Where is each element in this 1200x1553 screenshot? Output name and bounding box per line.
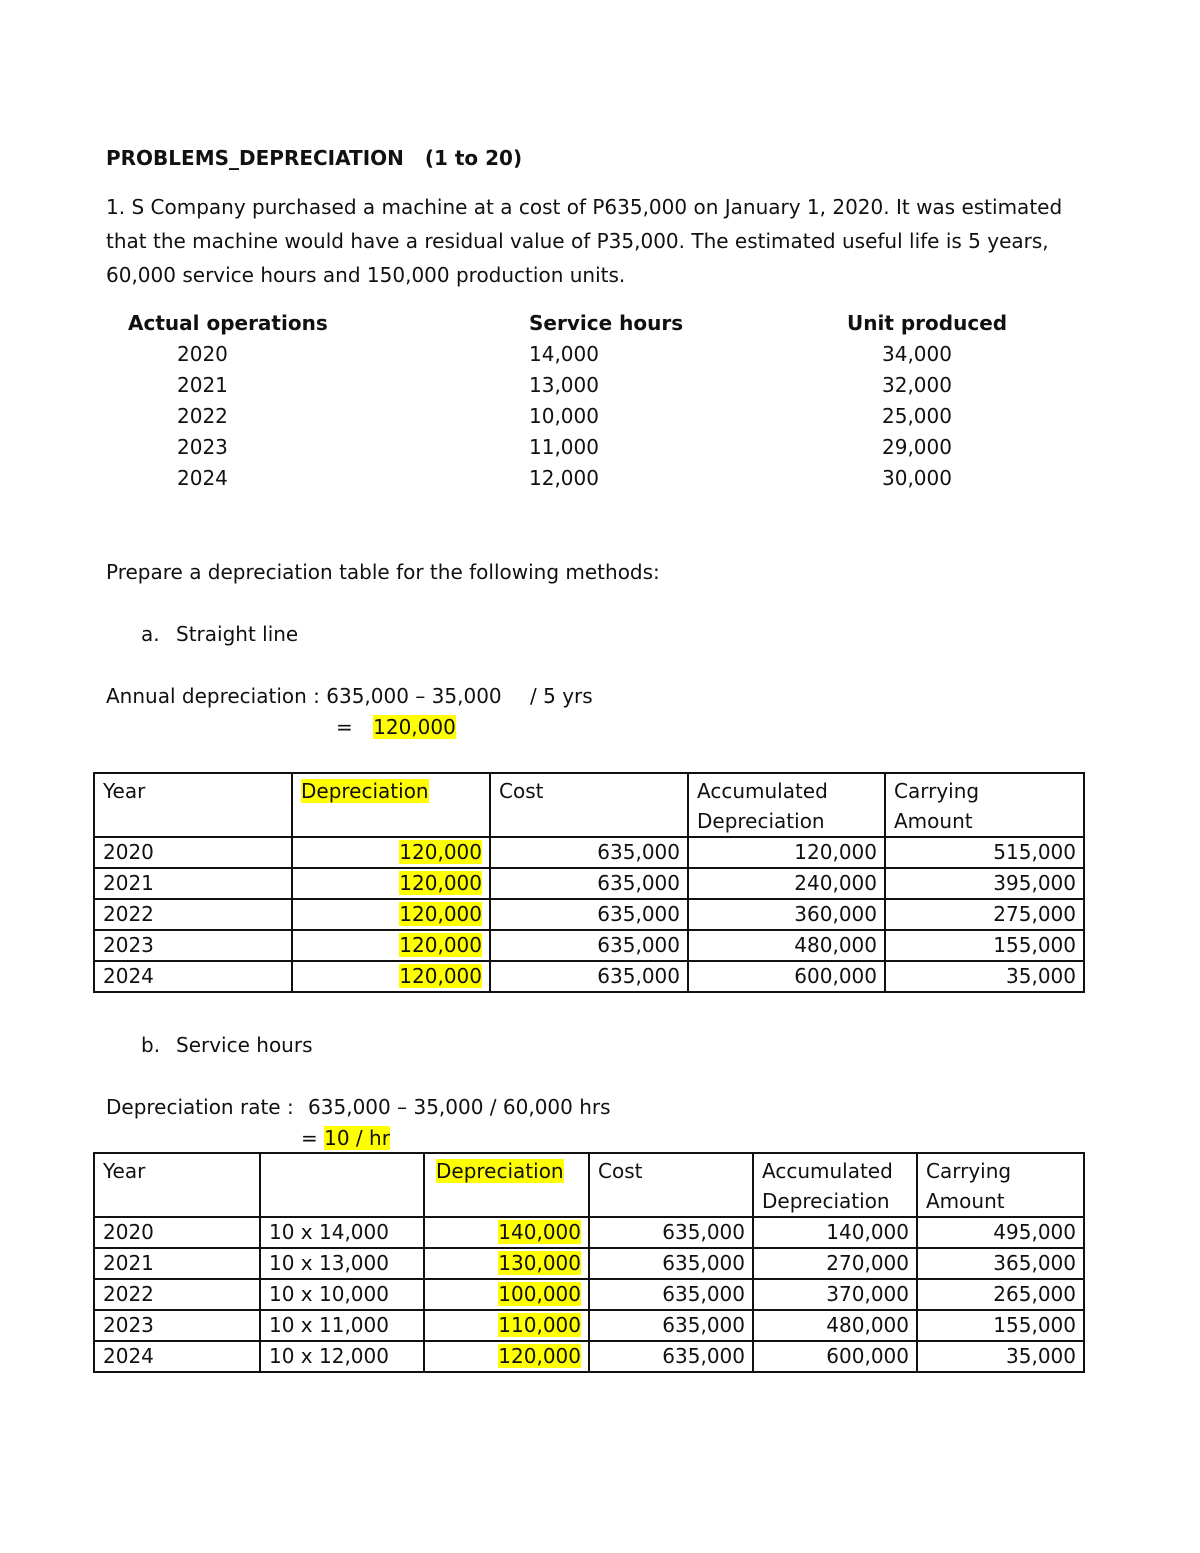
formula-expression: 635,000 – 35,000 bbox=[326, 684, 502, 708]
rate-label: Depreciation rate : bbox=[106, 1095, 294, 1119]
header-cost: Cost bbox=[490, 773, 688, 837]
cell-cost: 635,000 bbox=[589, 1279, 753, 1310]
header-computation bbox=[260, 1153, 424, 1217]
cell-accumulated: 140,000 bbox=[753, 1217, 917, 1248]
cell-computation: 10 x 13,000 bbox=[260, 1248, 424, 1279]
ops-units: 32,000 bbox=[882, 373, 952, 397]
cell-cost: 635,000 bbox=[589, 1341, 753, 1372]
cell-year: 2023 bbox=[94, 1310, 260, 1341]
cell-accumulated: 360,000 bbox=[688, 899, 885, 930]
cell-carrying: 515,000 bbox=[885, 837, 1084, 868]
cell-year: 2020 bbox=[94, 1217, 260, 1248]
header-accumulated-depreciation: Accumulated Depreciation bbox=[688, 773, 885, 837]
formula-divisor: / 5 yrs bbox=[530, 684, 593, 708]
cell-year: 2024 bbox=[94, 961, 292, 992]
depreciation-rate-formula bbox=[106, 1095, 611, 1119]
ops-units: 30,000 bbox=[882, 466, 952, 490]
cell-depreciation: 120,000 bbox=[292, 837, 490, 868]
cell-accumulated: 270,000 bbox=[753, 1248, 917, 1279]
header-year: Year bbox=[94, 1153, 260, 1217]
cell-cost: 635,000 bbox=[490, 899, 688, 930]
table-row bbox=[94, 1310, 1084, 1341]
ops-year: 2021 bbox=[177, 373, 228, 397]
cell-year: 2024 bbox=[94, 1341, 260, 1372]
cell-year: 2023 bbox=[94, 930, 292, 961]
table-header-row bbox=[94, 773, 1084, 837]
cell-depreciation: 120,000 bbox=[292, 930, 490, 961]
table-row bbox=[94, 868, 1084, 899]
cell-carrying: 35,000 bbox=[917, 1341, 1084, 1372]
header-depreciation: Depreciation bbox=[424, 1153, 589, 1217]
method-b-letter: b. bbox=[141, 1033, 161, 1057]
cell-depreciation: 130,000 bbox=[424, 1248, 589, 1279]
cell-cost: 635,000 bbox=[490, 930, 688, 961]
cell-cost: 635,000 bbox=[490, 961, 688, 992]
table-row bbox=[94, 961, 1084, 992]
cell-accumulated: 600,000 bbox=[753, 1341, 917, 1372]
ops-year: 2023 bbox=[177, 435, 228, 459]
rate-value: 10 / hr bbox=[324, 1126, 390, 1150]
cell-accumulated: 370,000 bbox=[753, 1279, 917, 1310]
result-equals: = bbox=[336, 715, 353, 739]
ops-header-units: Unit produced bbox=[847, 311, 1008, 335]
cell-carrying: 395,000 bbox=[885, 868, 1084, 899]
problem-statement bbox=[106, 190, 1096, 292]
cell-carrying: 265,000 bbox=[917, 1279, 1084, 1310]
cell-computation: 10 x 14,000 bbox=[260, 1217, 424, 1248]
cell-computation: 10 x 10,000 bbox=[260, 1279, 424, 1310]
header-year: Year bbox=[94, 773, 292, 837]
ops-header-year: Actual operations bbox=[128, 311, 328, 335]
cell-computation: 10 x 12,000 bbox=[260, 1341, 424, 1372]
cell-year: 2022 bbox=[94, 1279, 260, 1310]
ops-year: 2024 bbox=[177, 466, 228, 490]
ops-header-hours: Service hours bbox=[529, 311, 684, 335]
cell-year: 2022 bbox=[94, 899, 292, 930]
cell-carrying: 275,000 bbox=[885, 899, 1084, 930]
cell-carrying: 495,000 bbox=[917, 1217, 1084, 1248]
header-depreciation: Depreciation bbox=[292, 773, 490, 837]
cell-depreciation: 140,000 bbox=[424, 1217, 589, 1248]
instruction-text: Prepare a depreciation table for the following methods: bbox=[106, 560, 660, 584]
method-a-letter: a. bbox=[141, 622, 160, 646]
cell-year: 2021 bbox=[94, 868, 292, 899]
cell-cost: 635,000 bbox=[589, 1248, 753, 1279]
cell-depreciation: 110,000 bbox=[424, 1310, 589, 1341]
cell-cost: 635,000 bbox=[589, 1217, 753, 1248]
cell-year: 2021 bbox=[94, 1248, 260, 1279]
method-b-label: Service hours bbox=[176, 1033, 313, 1057]
cell-cost: 635,000 bbox=[490, 868, 688, 899]
cell-computation: 10 x 11,000 bbox=[260, 1310, 424, 1341]
service-hours-table bbox=[93, 1152, 1085, 1373]
problem-text: S Company purchased a machine at a cost of P635,000 on January 1, 2020. It was estimated that the machine would have a residual value of P35,000. The estimated useful life is 5 years, 60,000 service hours and 150,000 production units. bbox=[106, 195, 1063, 287]
table-row bbox=[94, 837, 1084, 868]
header-carrying-amount: Carrying Amount bbox=[917, 1153, 1084, 1217]
annual-depreciation-result bbox=[336, 715, 456, 739]
ops-hours: 11,000 bbox=[529, 435, 599, 459]
table-row bbox=[94, 1217, 1084, 1248]
straight-line-table bbox=[93, 772, 1085, 993]
cell-carrying: 155,000 bbox=[885, 930, 1084, 961]
cell-accumulated: 480,000 bbox=[688, 930, 885, 961]
table-row bbox=[94, 1341, 1084, 1372]
page-title bbox=[106, 146, 522, 170]
title-text: PROBLEMS_DEPRECIATION bbox=[106, 146, 404, 170]
cell-depreciation: 100,000 bbox=[424, 1279, 589, 1310]
annual-depreciation-formula bbox=[106, 684, 593, 708]
cell-year: 2020 bbox=[94, 837, 292, 868]
cell-depreciation: 120,000 bbox=[292, 868, 490, 899]
table-row bbox=[94, 899, 1084, 930]
header-carrying-amount: Carrying Amount bbox=[885, 773, 1084, 837]
cell-accumulated: 600,000 bbox=[688, 961, 885, 992]
ops-year: 2022 bbox=[177, 404, 228, 428]
cell-carrying: 35,000 bbox=[885, 961, 1084, 992]
ops-units: 34,000 bbox=[882, 342, 952, 366]
table-header-row bbox=[94, 1153, 1084, 1217]
result-value: 120,000 bbox=[373, 715, 456, 739]
cell-cost: 635,000 bbox=[490, 837, 688, 868]
ops-units: 29,000 bbox=[882, 435, 952, 459]
cell-cost: 635,000 bbox=[589, 1310, 753, 1341]
ops-units: 25,000 bbox=[882, 404, 952, 428]
cell-accumulated: 120,000 bbox=[688, 837, 885, 868]
ops-hours: 12,000 bbox=[529, 466, 599, 490]
header-cost: Cost bbox=[589, 1153, 753, 1217]
rate-equals: = bbox=[301, 1126, 318, 1150]
cell-depreciation: 120,000 bbox=[424, 1341, 589, 1372]
table-row bbox=[94, 930, 1084, 961]
ops-hours: 10,000 bbox=[529, 404, 599, 428]
rate-expression: 635,000 – 35,000 / 60,000 hrs bbox=[308, 1095, 611, 1119]
table-row bbox=[94, 1279, 1084, 1310]
ops-hours: 13,000 bbox=[529, 373, 599, 397]
formula-label: Annual depreciation : bbox=[106, 684, 320, 708]
title-range: (1 to 20) bbox=[424, 146, 523, 170]
table-row bbox=[94, 1248, 1084, 1279]
cell-carrying: 365,000 bbox=[917, 1248, 1084, 1279]
cell-depreciation: 120,000 bbox=[292, 899, 490, 930]
cell-accumulated: 240,000 bbox=[688, 868, 885, 899]
cell-accumulated: 480,000 bbox=[753, 1310, 917, 1341]
method-a-label: Straight line bbox=[176, 622, 299, 646]
problem-number: 1. bbox=[106, 195, 126, 219]
cell-carrying: 155,000 bbox=[917, 1310, 1084, 1341]
depreciation-rate-result bbox=[301, 1126, 390, 1150]
cell-depreciation: 120,000 bbox=[292, 961, 490, 992]
ops-hours: 14,000 bbox=[529, 342, 599, 366]
header-accumulated-depreciation: Accumulated Depreciation bbox=[753, 1153, 917, 1217]
ops-year: 2020 bbox=[177, 342, 228, 366]
